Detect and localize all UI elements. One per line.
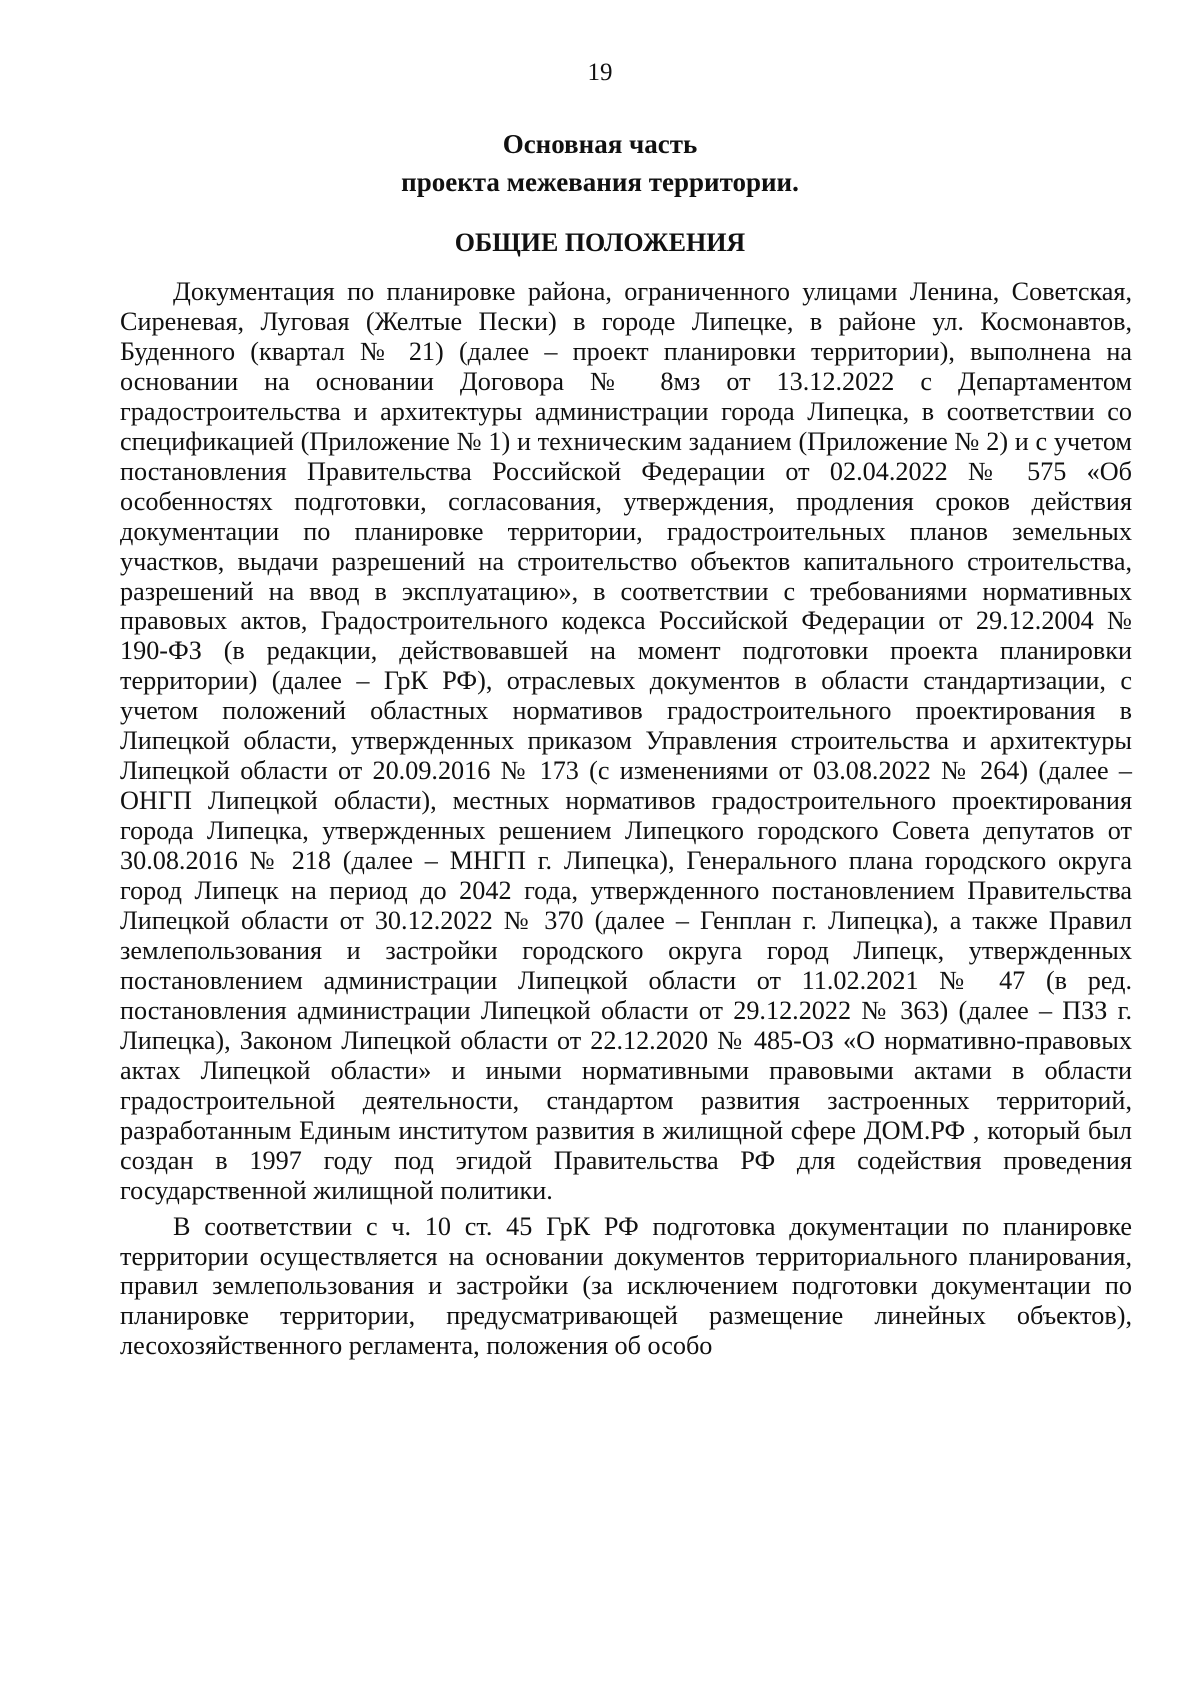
section-heading: ОБЩИЕ ПОЛОЖЕНИЯ	[454, 228, 746, 257]
paragraph: Документация по планировке района, ограниченного улицами Ленина, Советская, Сиреневая, Луговая (Желтые Пески) в городе Липецке, в районе ул. Космонавтов, Буденного (квартал № 21) (далее – проект планировки территории), выполнена на основании на основании Договора № 8мз от 13.12.2022 с Департаментом градостроительства и архитектуры администрации города Липецка, в соответствии со спецификацией (Приложение № 1) и техническим заданием (Приложение № 2) и с учетом постановления Правительства Российской Федерации от 02.04.2022 № 575 «Об особенностях подготовки, согласования, утверждения, продления сроков действия документации по планировке территории, градостроительных планов земельных участков, выдачи разрешений на строительство объектов капитального строительства, разрешений на ввод в эксплуатацию», в соответствии с требованиями нормативных правовых актов, Градостроительного кодекса Российской Федерации от 29.12.2004 № 190-ФЗ (в редакции, действовавшей на момент подготовки проекта планировки территории) (далее – ГрК РФ), отраслевых документов в области стандартизации, с учетом положений областных нормативов градостроительного проектирования в Липецкой области, утвержденных приказом Управления строительства и архитектуры Липецкой области от 20.09.2016 № 173 (с изменениями от 03.08.2022 № 264) (далее – ОНГП Липецкой области), местных нормативов градостроительного проектирования города Липецка, утвержденных решением Липецкого городского Совета депутатов от 30.08.2016 № 218 (далее – МНГП г. Липецка), Генерального плана городского округа город Липецк на период до 2042 года, утвержденного постановлением Правительства Липецкой области от 30.12.2022 № 370 (далее – Генплан г. Липецка), а также Правил землепользования и застройки городского округа город Липецк, утвержденных постановлением администрации Липецкой области от 11.02.2021 № 47 (в ред. постановления администрации Липецкой области от 29.12.2022 № 363) (далее – ПЗЗ г. Липецка), Законом Липецкой области от 22.12.2020 № 485-ОЗ «О нормативно-правовых актах Липецкой области» и иными нормативными правовыми актами в области градостроительной деятельности, стандартом развития застроенных территорий, разработанным Единым институтом развития в жилищной сфере ДОМ.РФ , который был создан в 1997 году под эгидой Правительства РФ для содействия проведения государственной жилищной политики.	[120, 277, 1132, 1205]
paragraph: В соответствии с ч. 10 ст. 45 ГрК РФ подготовка документации по планировке территории осуществляется на основании документов территориального планирования, правил землепользования и застройки (за исключением подготовки документации по планировке территории, предусматривающей размещение линейных объектов), лесохозяйственного регламента, положения об особо	[120, 1211, 1132, 1361]
body-text	[120, 277, 1132, 1361]
document-title	[0, 125, 1200, 201]
document-title-line-2: проекта межевания территории.	[401, 167, 799, 197]
document-title-line-1: Основная часть	[502, 129, 698, 159]
page-number: 19	[587, 59, 613, 86]
